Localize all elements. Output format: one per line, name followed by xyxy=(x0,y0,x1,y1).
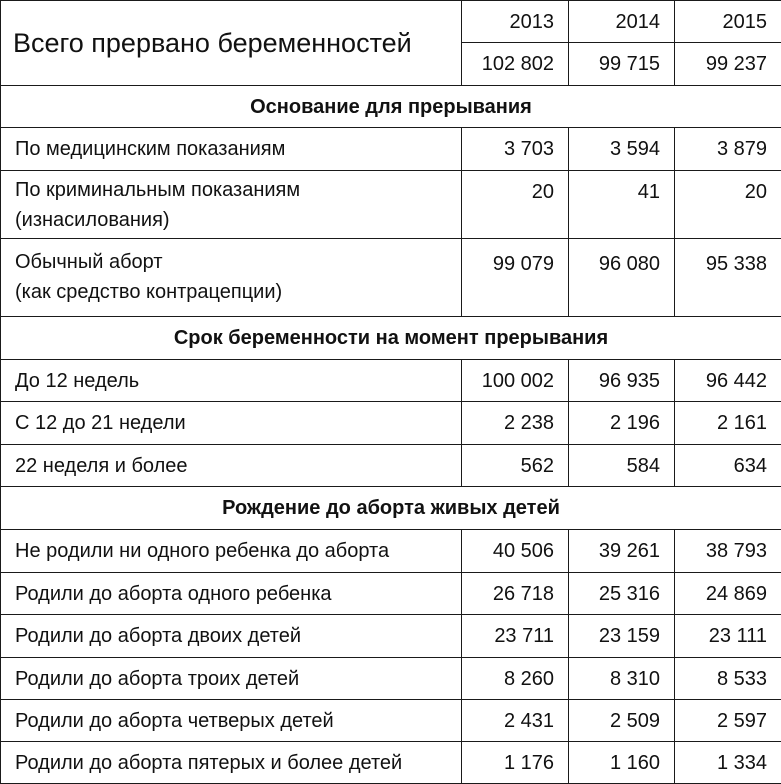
cell-2013: 1 176 xyxy=(462,742,569,784)
cell-2014: 2 196 xyxy=(569,402,675,445)
cell-2014: 39 261 xyxy=(569,530,675,573)
cell-2015: 8 533 xyxy=(675,658,781,700)
row-label: Родили до аборта троих детей xyxy=(1,658,462,700)
table-row xyxy=(1,742,781,784)
cell-2015: 3 879 xyxy=(675,128,781,171)
year-2014: 2014 xyxy=(569,1,675,43)
table-row xyxy=(1,128,781,171)
cell-2013: 40 506 xyxy=(462,530,569,573)
row-label: До 12 недель xyxy=(1,360,462,402)
section-title-term: Срок беременности на момент прерывания xyxy=(1,317,781,360)
year-2013: 2013 xyxy=(462,1,569,43)
cell-2015: 634 xyxy=(675,445,781,487)
cell-2013: 8 260 xyxy=(462,658,569,700)
cell-2014: 25 316 xyxy=(569,573,675,615)
section-title-reason: Основание для прерывания xyxy=(1,86,781,128)
table-row xyxy=(1,573,781,615)
total-2014: 99 715 xyxy=(569,43,675,86)
section-header-row xyxy=(1,487,781,530)
year-2015: 2015 xyxy=(675,1,781,43)
cell-2015: 1 334 xyxy=(675,742,781,784)
cell-2014: 584 xyxy=(569,445,675,487)
cell-2013: 562 xyxy=(462,445,569,487)
cell-2014: 8 310 xyxy=(569,658,675,700)
row-label: С 12 до 21 недели xyxy=(1,402,462,445)
row-label: Не родили ни одного ребенка до аборта xyxy=(1,530,462,573)
table-row xyxy=(1,530,781,573)
row-label: Родили до аборта одного ребенка xyxy=(1,573,462,615)
row-label-line1: Обычный аборт xyxy=(15,247,449,277)
cell-2014: 1 160 xyxy=(569,742,675,784)
row-label-line2: (изнасилования) xyxy=(15,205,449,235)
cell-2013: 23 711 xyxy=(462,615,569,658)
header-years-row xyxy=(1,1,781,43)
cell-2014: 2 509 xyxy=(569,700,675,742)
cell-2015: 38 793 xyxy=(675,530,781,573)
cell-2015: 2 161 xyxy=(675,402,781,445)
cell-2015: 2 597 xyxy=(675,700,781,742)
cell-2014: 3 594 xyxy=(569,128,675,171)
cell-2013: 20 xyxy=(462,171,569,239)
section-header-row xyxy=(1,86,781,128)
cell-2013: 3 703 xyxy=(462,128,569,171)
row-label-line1: По криминальным показаниям xyxy=(15,175,449,205)
row-label xyxy=(1,171,462,239)
cell-2015: 24 869 xyxy=(675,573,781,615)
cell-2015: 20 xyxy=(675,171,781,239)
cell-2014: 41 xyxy=(569,171,675,239)
cell-2013: 26 718 xyxy=(462,573,569,615)
row-label: 22 неделя и более xyxy=(1,445,462,487)
table-row xyxy=(1,239,781,317)
cell-2015: 95 338 xyxy=(675,239,781,317)
table-row xyxy=(1,615,781,658)
cell-2013: 2 238 xyxy=(462,402,569,445)
section-header-row xyxy=(1,317,781,360)
cell-2013: 99 079 xyxy=(462,239,569,317)
row-label: Родили до аборта пятерых и более детей xyxy=(1,742,462,784)
cell-2014: 96 080 xyxy=(569,239,675,317)
section-title-births: Рождение до аборта живых детей xyxy=(1,487,781,530)
total-2013: 102 802 xyxy=(462,43,569,86)
cell-2013: 2 431 xyxy=(462,700,569,742)
row-label-line2: (как средство контрацепции) xyxy=(15,277,449,307)
table-row xyxy=(1,171,781,239)
cell-2014: 96 935 xyxy=(569,360,675,402)
table-title: Всего прервано беременностей xyxy=(1,1,462,86)
row-label xyxy=(1,239,462,317)
table-row xyxy=(1,445,781,487)
cell-2014: 23 159 xyxy=(569,615,675,658)
table-row xyxy=(1,658,781,700)
table-row xyxy=(1,402,781,445)
row-label: Родили до аборта четверых детей xyxy=(1,700,462,742)
cell-2013: 100 002 xyxy=(462,360,569,402)
cell-2015: 23 111 xyxy=(675,615,781,658)
row-label: По медицинским показаниям xyxy=(1,128,462,171)
cell-2015: 96 442 xyxy=(675,360,781,402)
total-2015: 99 237 xyxy=(675,43,781,86)
table-row xyxy=(1,360,781,402)
table-row xyxy=(1,700,781,742)
row-label: Родили до аборта двоих детей xyxy=(1,615,462,658)
